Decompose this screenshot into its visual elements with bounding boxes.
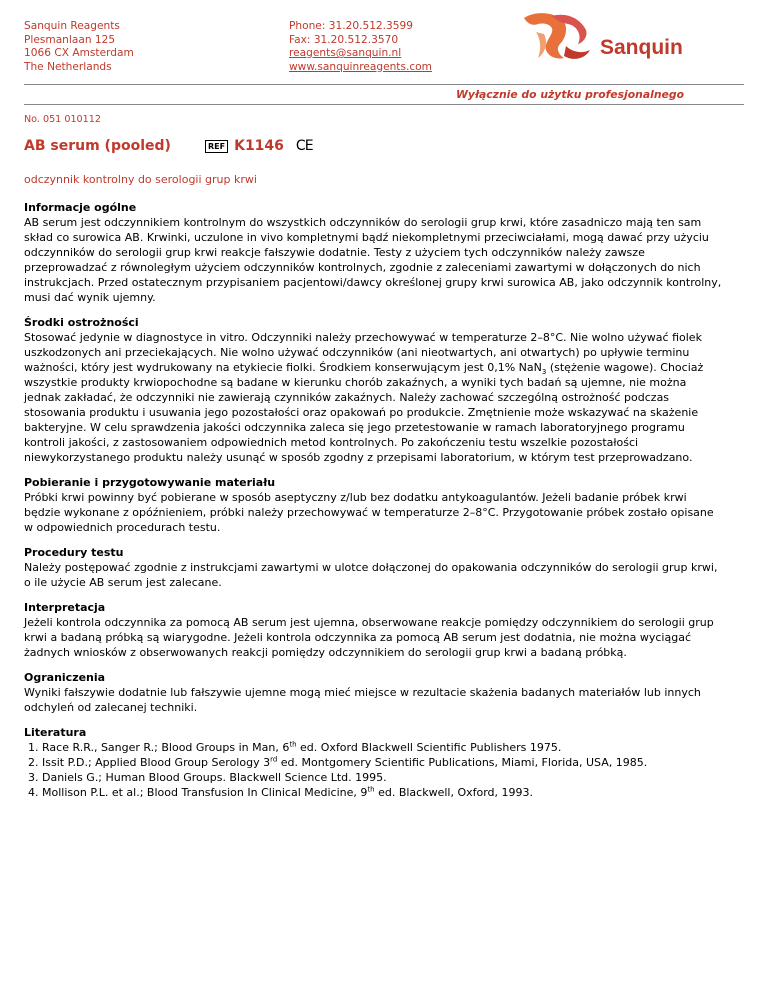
section-procedure (24, 545, 724, 590)
ref-symbol: REF (205, 140, 228, 153)
reference-text: ed. Oxford Blackwell Scientific Publishers 1975. (296, 741, 562, 754)
section-precautions (24, 315, 724, 465)
document-body (24, 200, 724, 810)
address-line: 1066 CX Amsterdam (24, 47, 134, 59)
product-title: AB serum (pooled) (24, 138, 171, 154)
address-line: Plesmanlaan 125 (24, 33, 116, 46)
superscript: th (367, 785, 375, 794)
company-contact (289, 20, 432, 74)
product-subtitle: odczynnik kontrolny do serologii grup krwi (24, 173, 257, 186)
professional-use-notice: Wyłącznie do użytku profesjonalnego (456, 88, 684, 101)
section-text: Jeżeli kontrola odczynnika za pomocą AB serum jest ujemna, obserwowane reakcje pomiędzy odczynnikiem do serologii grup krwi a badaną próbką są wiarygodne. Jeżeli kontrola odczynnika za pomocą AB serum jest dodatnia, nie można wyciągać żadnych wniosków z obserwowanych reakcji pomiędzy odczynnikiem do serologii grup krwi a badaną próbką. (24, 616, 714, 659)
ce-mark-icon: CE (295, 138, 313, 154)
sanquin-logo (516, 8, 686, 72)
fax-number: Fax: 31.20.512.3570 (289, 33, 399, 46)
section-text: Wyniki fałszywie dodatnie lub fałszywie ujemne mogą mieć miejsce w rezultacie skażenia badanych materiałów lub innych odchyleń od zalecanej techniki. (24, 686, 701, 714)
header-divider (24, 84, 744, 85)
section-text: AB serum jest odczynnikiem kontrolnym do wszystkich odczynników do serologii grup krwi, które zasadniczo mają ten sam skład co surowica AB. Krwinki, uczulone in vivo kompletnymi bądź niekompletnymi przeciwciałami, mogą dawać przy użyciu odczynników do serologii grup krwi reakcje fałszywie dodatnie. Testy z użyciem tych odczynników należy zawsze przeprowadzać z równoległym użyciem odczynników kontrolnych, zgodnie z zaleceniami zawartymi w dołączonych do nich instrukcjach. Przed ostatecznym przypisaniem pacjentowi/dawcy określonej grupy krwi surowica AB, jako odczynnik kontrolny, musi dać wynik ujemny. (24, 216, 722, 304)
section-sampling (24, 475, 724, 535)
address-line: Sanquin Reagents (24, 20, 120, 32)
section-text-part: (stężenie wagowe). Chociaż wszystkie produkty krwiopochodne są badane w kierunku chorób zakaźnych, a wyniki tych badań są ujemne, nie można jednak zakładać, że odczynniki nie zawierają czynników zakaźnych. Należy zachować szczególną ostrożność podczas stosowania produktu i usuwania jego pozostałości oraz opakowań po produkcie. Zmętnienie może wskazywać na skażenie bakteryjne. W celu sprawdzenia jakości odczynnika zaleca się jego przetestowanie w ramach laboratoryjnego programu kontroli jakości, z zastosowaniem odpowiednich metod kontrolnych. Po zakończeniu testu wszelkie pozostałości niewykorzystanego produktu należy usunąć w sposób zgodny z przepisami laboratorium, w którym test przeprowadzano. (24, 361, 704, 464)
subscript: 3 (541, 368, 547, 377)
ref-code: K1146 (234, 138, 284, 154)
logo-wordmark: Sanquin (600, 36, 683, 59)
section-heading: Interpretacja (24, 601, 106, 614)
reference-text: ed. Montgomery Scientific Publications, Miami, Florida, USA, 1985. (277, 756, 648, 769)
reference-list (24, 740, 724, 800)
section-text (24, 330, 724, 465)
bird-icon (524, 13, 590, 59)
section-general (24, 200, 724, 305)
section-text-part: Stosować jedynie w diagnostyce in vitro. Odczynniki należy przechowywać w temperaturze 2–8°C. Nie wolno używać fiolek uszkodzonych ani przeciekających. Nie wolno używać odczynników (ani nieotwartych, ani otwartych) po upływie terminu ważności, który jest wydrukowany na etykiecie fiolki. Środkiem konserwującym jest 0,1% NaN (24, 331, 702, 374)
address-line: The Netherlands (24, 60, 112, 73)
section-heading: Procedury testu (24, 546, 124, 559)
section-text: Należy postępować zgodnie z instrukcjami zawartymi w ulotce dołączonej do opakowania odczynników do serologii grup krwi, o ile użycie AB serum jest zalecane. (24, 561, 718, 589)
section-text: Próbki krwi powinny być pobierane w sposób aseptyczny z/lub bez dodatku antykoagulantów. Jeżeli badanie próbek krwi będzie wykonane z opóźnieniem, próbki należy przechowywać w temperaturze 2–8°C. Przygotowanie próbek zostało opisane w odpowiednich procedurach testu. (24, 491, 714, 534)
email-link[interactable]: reagents@sanquin.nl (289, 47, 402, 59)
reference-item (42, 755, 724, 770)
section-heading: Ograniczenia (24, 671, 106, 684)
reference-text: Race R.R., Sanger R.; Blood Groups in Man, 6 (42, 741, 290, 754)
document-number: No. 051 010112 (24, 114, 101, 125)
company-address (24, 20, 134, 74)
superscript: rd (270, 755, 278, 764)
section-heading: Pobieranie i przygotowywanie materiału (24, 476, 276, 489)
superscript: th (289, 740, 297, 749)
phone-number: Phone: 31.20.512.3599 (289, 20, 413, 32)
section-heading: Środki ostrożności (24, 316, 139, 329)
product-reference (205, 138, 313, 154)
reference-text: ed. Blackwell, Oxford, 1993. (374, 786, 534, 799)
reference-item (42, 740, 724, 755)
reference-item (42, 785, 724, 800)
website-link[interactable]: www.sanquinreagents.com (289, 60, 432, 73)
section-interpretation (24, 600, 724, 660)
section-literature (24, 725, 724, 800)
section-heading: Informacje ogólne (24, 201, 137, 214)
reference-text: Mollison P.L. et al.; Blood Transfusion In Clinical Medicine, 9 (42, 786, 368, 799)
reference-text: Daniels G.; Human Blood Groups. Blackwell Science Ltd. 1995. (42, 771, 387, 784)
section-limitations (24, 670, 724, 715)
reference-text: Issit P.D.; Applied Blood Group Serology 3 (42, 756, 271, 769)
section-heading: Literatura (24, 726, 87, 739)
header-divider (24, 104, 744, 105)
reference-item (42, 770, 724, 785)
